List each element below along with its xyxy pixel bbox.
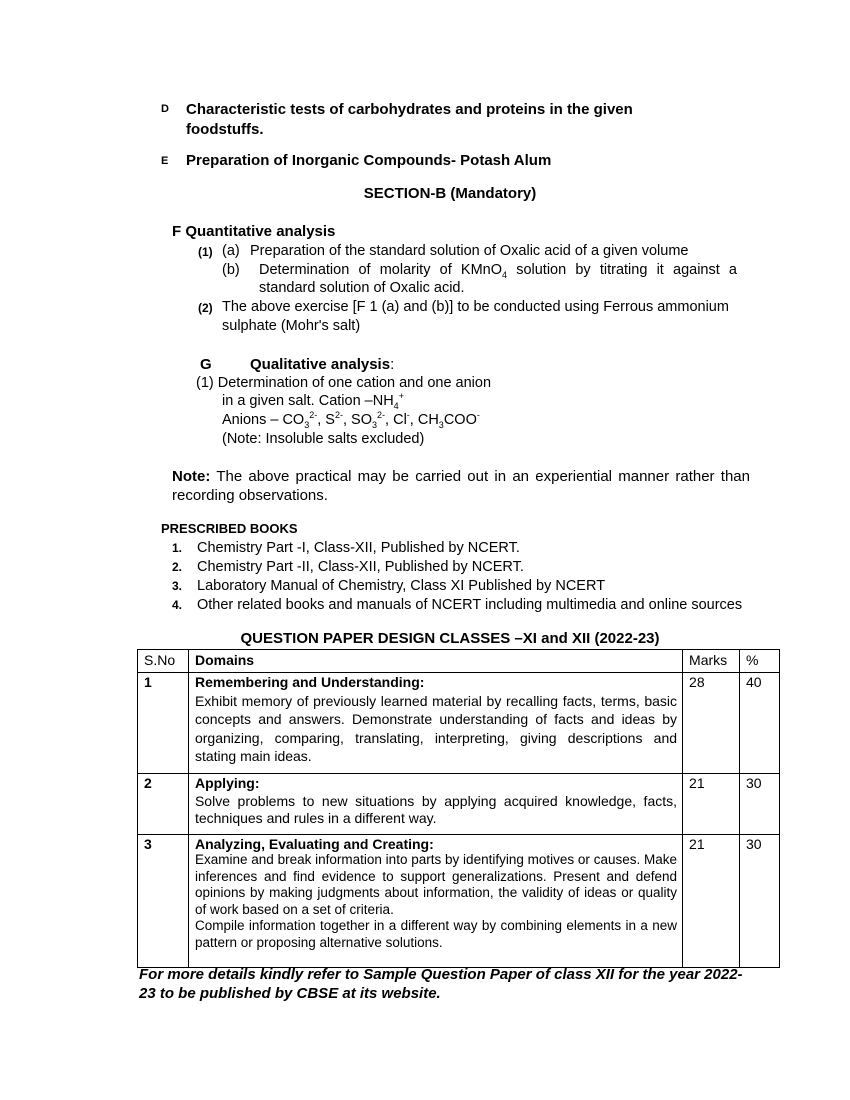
- header-percent: %: [740, 650, 780, 673]
- book-num: 4.: [172, 598, 183, 612]
- g-line2-text: in a given salt. Cation –NH: [222, 393, 394, 409]
- f-b-sub: 4: [502, 269, 508, 280]
- book-item: [172, 596, 750, 614]
- g-s-sup: 2-: [334, 410, 343, 421]
- row-marks: 21: [683, 834, 740, 967]
- f-b-post: solution by titrating it against a: [507, 262, 737, 278]
- f-a-label: (a): [222, 243, 240, 259]
- row-domain: [188, 673, 682, 774]
- book-text: Other related books and manuals of NCERT including multimedia and online sources: [197, 597, 743, 613]
- row-sno: 2: [138, 774, 189, 835]
- g-line1: (1) Determination of one cation and one anion: [196, 375, 492, 391]
- book-text: Chemistry Part -II, Class-XII, Published by NCERT.: [197, 559, 524, 575]
- f-b-label: (b): [222, 262, 240, 278]
- note-label: Note:: [172, 468, 211, 485]
- practical-note: [172, 467, 750, 505]
- book-num: 3.: [172, 579, 183, 593]
- f-title: Quantitative analysis: [185, 223, 336, 240]
- qp-title: QUESTION PAPER DESIGN CLASSES –XI and XII (2022-23): [240, 630, 660, 647]
- f-heading: [172, 222, 335, 241]
- row-marks: 28: [683, 673, 740, 774]
- header-domains: Domains: [188, 650, 682, 673]
- item-e-letter: E: [161, 155, 169, 167]
- book-num: 1.: [172, 541, 183, 555]
- g-coo-sup: -: [476, 410, 480, 421]
- g-anions-ch: , CH: [409, 412, 439, 428]
- books-heading: PRESCRIBED BOOKS: [161, 521, 298, 536]
- g-letter: G: [200, 356, 212, 373]
- g-so3-sup: 2-: [377, 410, 386, 421]
- g-heading: [250, 355, 394, 374]
- f-a-text: Preparation of the standard solution of Oxalic acid of a given volume: [250, 243, 689, 259]
- qp-table: [137, 649, 780, 968]
- item-e-text: Preparation of Inorganic Compounds- Potash Alum: [186, 152, 552, 169]
- book-text: Chemistry Part -I, Class-XII, Published by NCERT.: [197, 540, 520, 556]
- g-nh4-sub: 4: [393, 400, 399, 411]
- item-d-line1: Characteristic tests of carbohydrates and proteins in the given: [186, 101, 633, 118]
- note-text: The above practical may be carried out in an experiential manner rather than recording observations.: [172, 468, 750, 504]
- domain-description: Examine and break information into parts by identifying motives or causes. Make inferences and find evidence to support generalizations. Present and defend opinions by making judgments about information, the validity of ideas or quality of work based on a set of criteria.: [194, 852, 678, 917]
- header-marks: Marks: [683, 650, 740, 673]
- item-d-line2: foodstuffs.: [186, 121, 264, 138]
- qp-header-row: [138, 650, 780, 673]
- g-title: Qualitative analysis: [250, 356, 391, 373]
- g-anions-pre: Anions – CO: [222, 412, 305, 428]
- table-row: [138, 774, 780, 835]
- section-b-heading: SECTION-B (Mandatory): [363, 185, 537, 202]
- g-nh4-sup: +: [398, 391, 404, 402]
- f-exercise2-line1: The above exercise [F 1 (a) and (b)] to be conducted using Ferrous ammonium: [222, 299, 729, 315]
- book-num: 2.: [172, 560, 183, 574]
- domain-title: Analyzing, Evaluating and Creating:: [194, 835, 434, 852]
- g-colon: :: [390, 356, 395, 373]
- table-row: [138, 673, 780, 774]
- book-item: [172, 577, 750, 595]
- row-percent: 30: [740, 834, 780, 967]
- footer-note: For more details kindly refer to Sample Question Paper of class XII for the year 2022-23 to be published by CBSE at its website.: [139, 966, 743, 1002]
- domain-description: Exhibit memory of previously learned material by recalling facts, terms, basic concepts and answers. Demonstrate understanding of facts and ideas by organizing, comparing, translating, interpreting, giving descriptions and stating main ideas.: [194, 692, 678, 764]
- f-num-2: (2): [198, 301, 213, 315]
- row-percent: 40: [740, 673, 780, 774]
- g-anions-so: , SO: [343, 412, 373, 428]
- row-domain: [188, 834, 682, 967]
- f-b-line1: [259, 261, 737, 279]
- header-sno: S.No: [138, 650, 189, 673]
- g-co3-sub: 3: [304, 419, 310, 430]
- books-list: [172, 539, 750, 614]
- row-marks: 21: [683, 774, 740, 835]
- g-anions-line: [222, 411, 480, 429]
- f-num-1: (1): [198, 245, 213, 259]
- g-so3-sub: 3: [372, 419, 378, 430]
- g-co3-sup: 2-: [309, 410, 318, 421]
- item-d-letter: D: [161, 103, 169, 115]
- g-anions-coo: COO: [443, 412, 477, 428]
- g-anions-cl: , Cl: [385, 412, 407, 428]
- g-cl-sup: -: [406, 410, 410, 421]
- f-exercise2-line2: sulphate (Mohr's salt): [222, 318, 361, 334]
- book-text: Laboratory Manual of Chemistry, Class XI Published by NCERT: [197, 578, 606, 594]
- domain-title: Applying:: [194, 775, 260, 791]
- domain-title: Remembering and Understanding:: [194, 674, 425, 690]
- row-percent: 30: [740, 774, 780, 835]
- domain-description-2: Compile information together in a different way by combining elements in a new pattern or proposing alternative solutions.: [194, 918, 678, 950]
- row-sno: 1: [138, 673, 189, 774]
- book-item: [172, 558, 750, 576]
- row-domain: [188, 774, 682, 835]
- g-anions-s: , S: [317, 412, 335, 428]
- g-note-line: (Note: Insoluble salts excluded): [222, 431, 425, 447]
- f-b-pre: Determination of molarity of KMnO: [259, 262, 503, 278]
- f-letter: F: [172, 223, 182, 240]
- table-row: [138, 834, 780, 967]
- f-b-line2: standard solution of Oxalic acid.: [259, 280, 465, 296]
- g-line2: [222, 392, 404, 410]
- row-sno: 3: [138, 834, 189, 967]
- book-item: [172, 539, 750, 557]
- g-ch3-sub: 3: [438, 419, 444, 430]
- domain-description: Solve problems to new situations by applying acquired knowledge, facts, techniques and rules in a different way.: [194, 792, 678, 826]
